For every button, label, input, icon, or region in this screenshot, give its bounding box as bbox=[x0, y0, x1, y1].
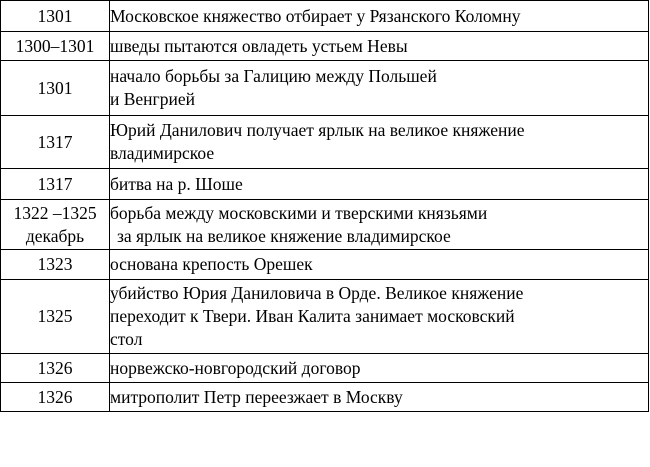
event-line: митрополит Петр переезжает в Москву bbox=[110, 386, 403, 407]
event-cell bbox=[110, 1, 649, 32]
event-cell bbox=[110, 169, 649, 200]
event-line: основана крепость Орешек bbox=[110, 254, 313, 275]
event-line: и Венгрией bbox=[110, 89, 195, 109]
date-cell bbox=[1, 250, 110, 280]
event-line: за ярлык на великое княжение владимирское bbox=[117, 225, 451, 246]
event-cell bbox=[110, 280, 649, 354]
date-cell bbox=[1, 116, 110, 169]
date-line: 1317 bbox=[37, 131, 73, 152]
event-cell bbox=[110, 61, 649, 116]
date-cell bbox=[1, 200, 110, 250]
date-line: декабрь bbox=[25, 225, 85, 246]
event-cell bbox=[110, 250, 649, 280]
date-line: 1317 bbox=[37, 173, 73, 194]
date-cell bbox=[1, 383, 110, 412]
event-cell bbox=[110, 116, 649, 169]
date-cell bbox=[1, 32, 110, 61]
date-cell bbox=[1, 354, 110, 383]
event-line: Московское княжество отбирает у Рязанского Коломну bbox=[110, 5, 521, 26]
table-row bbox=[1, 280, 649, 354]
table-row bbox=[1, 61, 649, 116]
date-line: 1326 bbox=[37, 357, 73, 378]
event-cell bbox=[110, 200, 649, 250]
table-row bbox=[1, 354, 649, 383]
date-line: 1326 bbox=[37, 386, 73, 407]
table-row bbox=[1, 383, 649, 412]
event-line: убийство Юрия Даниловича в Орде. Великое княжение bbox=[110, 283, 524, 304]
date-cell bbox=[1, 280, 110, 354]
event-line: борьба между московскими и тверскими князьями bbox=[110, 202, 488, 223]
date-line: 1325 bbox=[37, 306, 73, 327]
event-line: шведы пытаются овладеть устьем Невы bbox=[110, 35, 408, 56]
event-cell bbox=[110, 32, 649, 61]
date-cell bbox=[1, 169, 110, 200]
event-line: стол bbox=[110, 328, 143, 349]
event-cell bbox=[110, 383, 649, 412]
event-line: битва на р. Шоше bbox=[110, 173, 243, 194]
table-row bbox=[1, 1, 649, 32]
event-line: начало борьбы за Галицию между Польшей bbox=[110, 66, 437, 87]
date-line: 1301 bbox=[37, 5, 73, 26]
event-cell bbox=[110, 354, 649, 383]
event-line: Юрий Данилович получает ярлык на великое княжение bbox=[110, 120, 525, 141]
event-line: владимирское bbox=[110, 143, 215, 163]
date-line: 1301 bbox=[37, 77, 73, 98]
date-line: 1300–1301 bbox=[15, 35, 95, 56]
event-line: переходит к Твери. Иван Калита занимает московский bbox=[110, 306, 515, 327]
date-cell bbox=[1, 1, 110, 32]
table-row bbox=[1, 116, 649, 169]
table-row bbox=[1, 200, 649, 250]
chronology-table-body bbox=[1, 1, 649, 412]
event-line: норвежско-новгородский договор bbox=[110, 357, 361, 378]
table-row bbox=[1, 169, 649, 200]
date-line: 1323 bbox=[37, 254, 73, 275]
date-cell bbox=[1, 61, 110, 116]
table-row bbox=[1, 250, 649, 280]
date-line: 1322 –1325 bbox=[13, 203, 97, 224]
table-row bbox=[1, 32, 649, 61]
